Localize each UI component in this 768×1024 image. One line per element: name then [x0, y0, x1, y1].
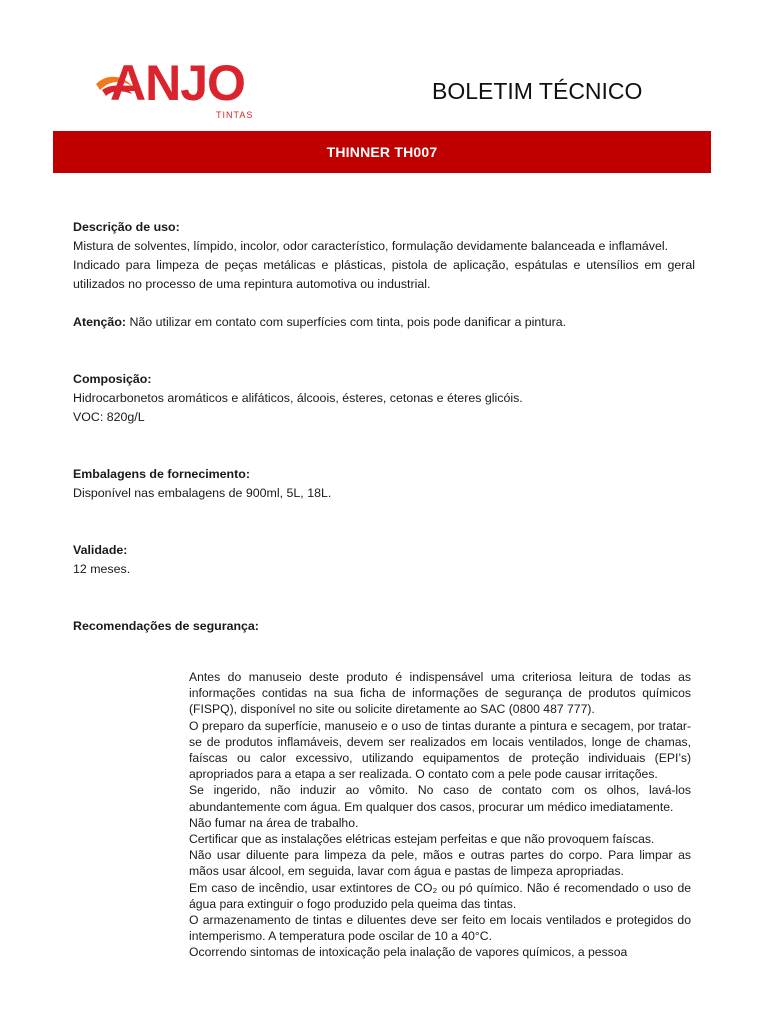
product-name: THINNER TH007 [326, 144, 438, 160]
recomendacao-item: Em caso de incêndio, usar extintores de CO₂ ou pó químico. Não é recomendado o uso de água para extinguir o fogo produzido pela queima das tintas. [189, 880, 691, 911]
atencao-text: Não utilizar em contato com superfícies com tinta, pois pode danificar a pintura. [126, 315, 567, 329]
brand-wordmark: ANJO [110, 55, 245, 111]
recomendacao-item: Não fumar na área de trabalho. [189, 815, 359, 830]
recomendacao-item: O armazenamento de tintas e diluentes deve ser feito em locais ventilados e protegidos do intemperismo. A temperatura pode oscilar de 10 a 40°C. [189, 913, 691, 944]
recomendacao-item: Ocorrendo sintomas de intoxicação pela inalação de vapores químicos, a pessoa [189, 945, 628, 960]
atencao-label: Atenção: [73, 315, 127, 329]
descricao-text-1: Mistura de solventes, límpido, incolor, odor característico, formulação devidamente balanceada e inflamável. [73, 239, 669, 253]
embalagens-text: Disponível nas embalagens de 900ml, 5L, 18L. [73, 486, 332, 500]
composicao-heading: Composição: [73, 372, 152, 386]
validade-text: 12 meses. [73, 562, 131, 576]
brand-subtitle: TINTAS [216, 110, 254, 120]
recomendacao-item: Certificar que as instalações elétricas estejam perfeitas e que não provoquem faíscas. [189, 832, 655, 847]
recomendacao-item: Se ingerido, não induzir ao vômito. No caso de contato com os olhos, lavá-los abundantemente com água. Em qualquer dos casos, procurar um médico imediatamente. [189, 783, 691, 814]
recomendacao-item: O preparo da superfície, manuseio e o uso de tintas durante a pintura e secagem, por tratar-se de produtos inflamáveis, devem ser realizados em locais ventilados, longe de chamas, faíscas ou calor excessivo, utilizando equipamentos de proteção individuais (EPI’s) apropriados para a etapa a ser realizada. O contato com a pele pode causar irritações. [189, 718, 691, 782]
document-body [73, 218, 695, 636]
anjo-logo [92, 55, 262, 124]
embalagens-heading: Embalagens de fornecimento: [73, 467, 250, 481]
composicao-text-1: Hidrocarbonetos aromáticos e alifáticos, álcoois, ésteres, cetonas e éteres glicóis. [73, 391, 523, 405]
product-banner [53, 131, 711, 173]
recomendacoes-heading: Recomendações de segurança: [73, 619, 259, 633]
recomendacao-item: Não usar diluente para limpeza da pele, mãos e outras partes do corpo. Para limpar as mãos usar álcool, em seguida, lavar com água e pastas de limpeza apropriadas. [189, 848, 691, 879]
atencao-paragraph [73, 313, 695, 332]
document-title: BOLETIM TÉCNICO [432, 78, 643, 104]
recomendacao-item: Antes do manuseio deste produto é indispensável uma criteriosa leitura de todas as informações contidas na sua ficha de informações de segurança de produtos químicos (FISPQ), disponível no site ou solicite diretamente ao SAC (0800 487 777). [189, 670, 691, 717]
recomendacoes-list [189, 669, 691, 961]
composicao-voc: VOC: 820g/L [73, 410, 145, 424]
descricao-text-2: Indicado para limpeza de peças metálicas e plásticas, pistola de aplicação, espátulas e utensílios em geral utilizados no processo de uma repintura automotiva ou industrial. [73, 258, 695, 291]
validade-heading: Validade: [73, 543, 128, 557]
descricao-heading: Descrição de uso: [73, 220, 180, 234]
